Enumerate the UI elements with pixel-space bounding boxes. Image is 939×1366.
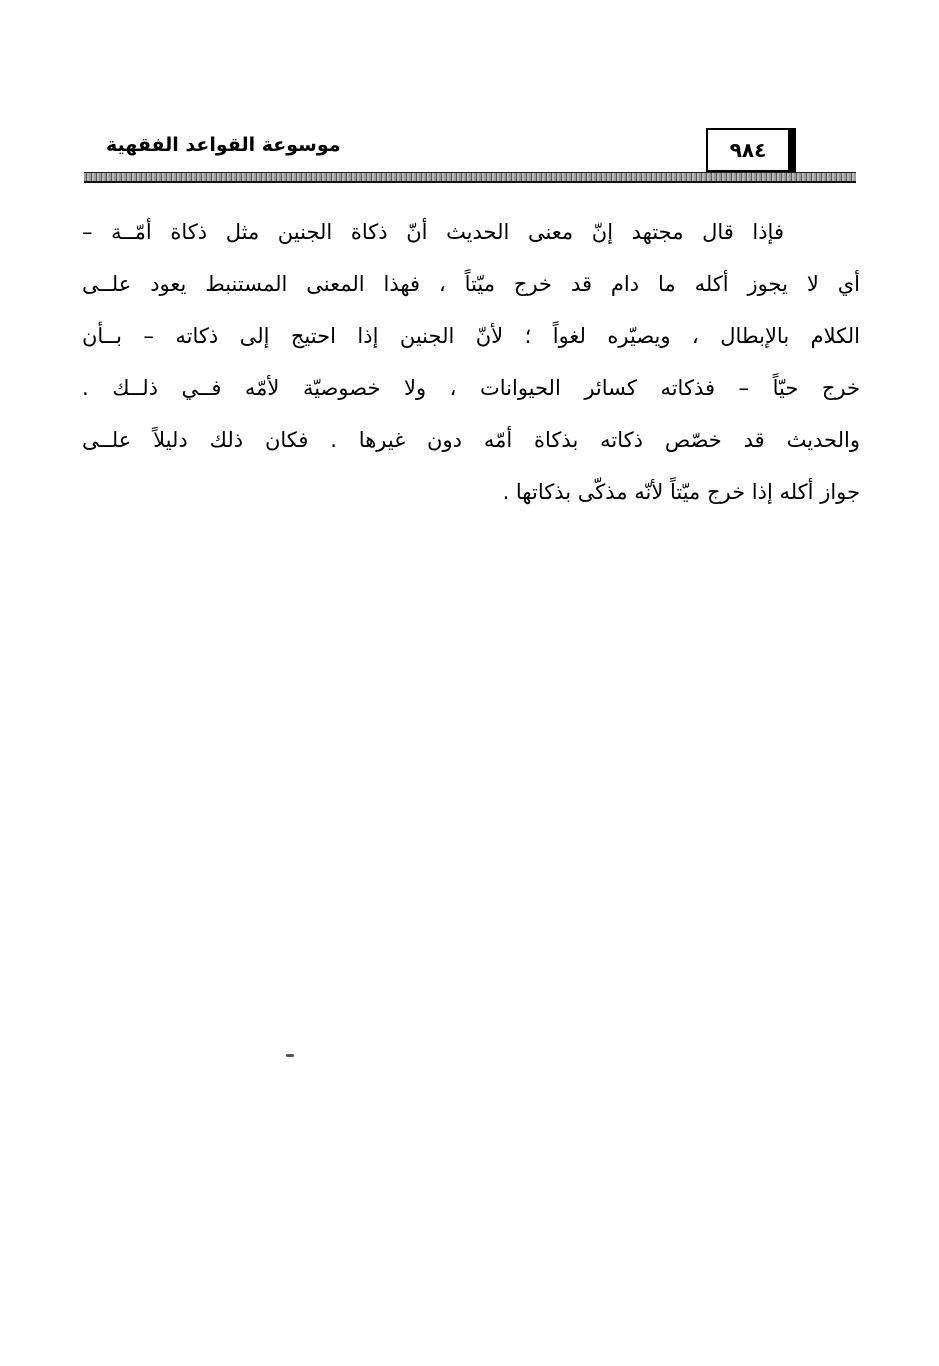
body-line: والحديث قد خصّص ذكاته بذكاة أمّه دون غيرها . فكان ذلك دليلاً علــى (82, 428, 860, 452)
stray-mark (286, 1054, 294, 1057)
body-line: خرج حيّاً – فذكاته كسائر الحيوانات ، ولا خصوصيّة لأمّه فــي ذلــك . (82, 376, 860, 400)
body-line: أي لا يجوز أكله ما دام قد خرج ميّتاً ، فهذا المعنى المستنبط يعود علــى (82, 272, 860, 296)
page-header (84, 120, 856, 184)
body-line: فإذا قال مجتهد إنّ معنى الحديث أنّ ذكاة الجنين مثل ذكاة أمّــة – (82, 220, 784, 244)
header-rule (84, 172, 856, 183)
body-line: جواز أكله إذا خرج ميّتاً لأنّه مذكّى بذكاتها . (502, 480, 860, 504)
page-number: ٩٨٤ (706, 128, 790, 172)
body-text (82, 206, 860, 518)
running-title: موسوعة القواعد الفقهية (106, 134, 341, 156)
body-line: الكلام بالإبطال ، ويصيّره لغواً ؛ لأنّ الجنين إذا احتيج إلى ذكاته – بــأن (82, 324, 860, 348)
